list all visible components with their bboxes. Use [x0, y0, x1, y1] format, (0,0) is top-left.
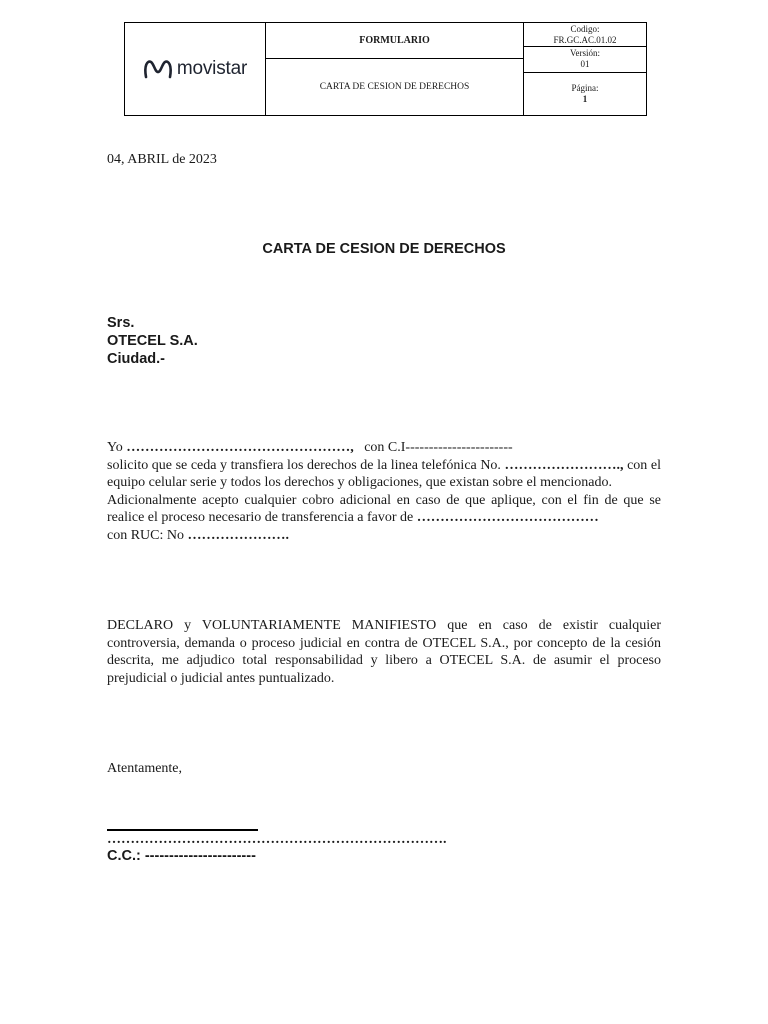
letter-date: 04, ABRIL de 2023 [107, 152, 217, 167]
ruc-label: con RUC: No [107, 527, 184, 543]
yo-line [107, 439, 661, 457]
movistar-logo [143, 56, 247, 82]
page-cell [524, 73, 646, 115]
body-paragraph-1 [107, 439, 661, 544]
header-table [124, 22, 647, 116]
movistar-m-icon [143, 56, 173, 82]
line-number-blank: ……………………., [504, 457, 624, 473]
beneficiary-blank: ………………………………… [416, 510, 599, 525]
form-label: FORMULARIO [266, 23, 524, 59]
signature-dots: ………………………………………………………………. [107, 832, 447, 847]
name-blank: …………………………………………, [126, 440, 354, 455]
ruc-blank: …………………. [187, 527, 289, 543]
recipient-city: Ciudad.- [107, 351, 165, 367]
additional-text [107, 492, 661, 527]
recipient-salutation: Srs. [107, 315, 135, 331]
recipient-company: OTECEL S.A. [107, 333, 198, 349]
version-cell [524, 47, 646, 73]
signature-line [107, 829, 258, 831]
signature-cc: C.C.: ----------------------- [107, 848, 256, 864]
request-text [107, 457, 661, 492]
ruc-line [107, 527, 661, 545]
form-title: CARTA DE CESION DE DERECHOS [266, 59, 524, 115]
declaration-paragraph: DECLARO y VOLUNTARIAMENTE MANIFIESTO que en caso de existir cualquier controversia, demanda o proceso judicial en contra de OTECEL S.A., por concepto de la cesión descrita, me adjudico total responsabilidad y libero a OTECEL S.A. de asumir el proceso prejudicial o judicial antes puntualizado. [107, 618, 661, 686]
page-label: Página: [571, 83, 599, 93]
logo-cell [125, 23, 266, 115]
code-label: Codigo: [570, 24, 600, 34]
request-text-b: con el equipo celular serie y todos los derechos y obligaciones, que existan sobre el mencionado. [107, 457, 661, 490]
brand-name: movistar [176, 58, 248, 79]
additional-text-a: Adicionalmente acepto cualquier cobro adicional en caso de que aplique, con el fin de que se realice el proceso necesario de transferencia a favor de [107, 492, 661, 525]
recipient-block [107, 314, 198, 368]
ci-field: con C.I----------------------- [364, 440, 513, 455]
request-text-a: solicito que se ceda y transfiera los derechos de la linea telefónica No. [107, 457, 501, 473]
version-label: Versión: [570, 48, 600, 58]
letter-title: CARTA DE CESION DE DERECHOS [262, 241, 506, 257]
code-value: FR.GC.AC.01.02 [553, 34, 617, 45]
version-value: 01 [580, 59, 590, 69]
page-value: 1 [582, 94, 588, 104]
yo-text: Yo [107, 440, 123, 455]
closing: Atentamente, [107, 761, 183, 776]
code-cell [524, 23, 646, 47]
